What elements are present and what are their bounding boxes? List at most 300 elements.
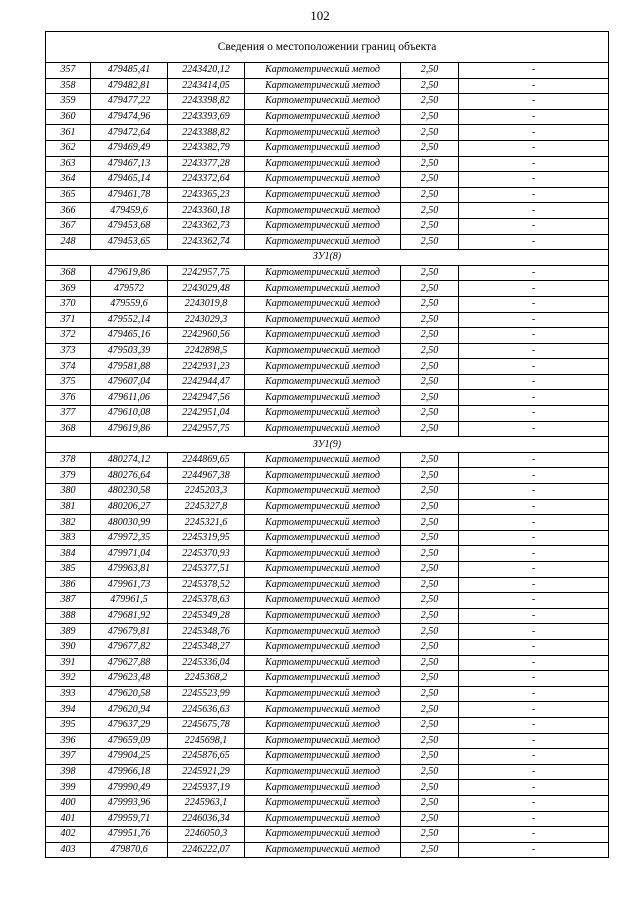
point-number-cell: 371: [46, 312, 91, 328]
point-number-cell: 366: [46, 203, 91, 219]
table-row: [46, 296, 609, 312]
table-row: [46, 530, 609, 546]
accuracy-cell: 2,50: [401, 811, 459, 827]
x-coordinate-cell: 479990,49: [91, 780, 168, 796]
point-number-cell: 357: [46, 63, 91, 79]
x-coordinate-cell: 479620,94: [91, 702, 168, 718]
description-cell: -: [459, 577, 609, 593]
table-row: [46, 203, 609, 219]
table-row: [46, 795, 609, 811]
accuracy-cell: 2,50: [401, 608, 459, 624]
point-number-cell: 402: [46, 827, 91, 843]
point-number-cell: 361: [46, 125, 91, 141]
point-number-cell: 401: [46, 811, 91, 827]
accuracy-cell: 2,50: [401, 63, 459, 79]
point-number-cell: 395: [46, 717, 91, 733]
description-cell: -: [459, 312, 609, 328]
table-row: [46, 842, 609, 858]
x-coordinate-cell: 479472,64: [91, 125, 168, 141]
table-row: [46, 484, 609, 500]
description-cell: -: [459, 359, 609, 375]
point-number-cell: 368: [46, 265, 91, 281]
point-number-cell: 397: [46, 749, 91, 765]
y-coordinate-cell: 2245937,19: [168, 780, 245, 796]
x-coordinate-cell: 479461,78: [91, 187, 168, 203]
x-coordinate-cell: 479993,96: [91, 795, 168, 811]
description-cell: -: [459, 94, 609, 110]
x-coordinate-cell: 479972,35: [91, 530, 168, 546]
y-coordinate-cell: 2243414,05: [168, 78, 245, 94]
y-coordinate-cell: 2245321,6: [168, 515, 245, 531]
y-coordinate-cell: 2245336,04: [168, 655, 245, 671]
point-number-cell: 400: [46, 795, 91, 811]
description-cell: -: [459, 671, 609, 687]
x-coordinate-cell: 479971,04: [91, 546, 168, 562]
accuracy-cell: 2,50: [401, 749, 459, 765]
y-coordinate-cell: 2245368,2: [168, 671, 245, 687]
y-coordinate-cell: 2245319,95: [168, 530, 245, 546]
y-coordinate-cell: 2243019,8: [168, 296, 245, 312]
x-coordinate-cell: 479503,39: [91, 343, 168, 359]
table-row: [46, 78, 609, 94]
y-coordinate-cell: 2246050,3: [168, 827, 245, 843]
point-number-cell: 367: [46, 218, 91, 234]
table-row: [46, 515, 609, 531]
x-coordinate-cell: 479963,81: [91, 562, 168, 578]
accuracy-cell: 2,50: [401, 827, 459, 843]
x-coordinate-cell: 479607,04: [91, 374, 168, 390]
y-coordinate-cell: 2245378,63: [168, 593, 245, 609]
boundary-coordinates-table: [45, 31, 609, 858]
accuracy-cell: 2,50: [401, 562, 459, 578]
y-coordinate-cell: 2243377,28: [168, 156, 245, 172]
table-row: [46, 265, 609, 281]
point-number-cell: 386: [46, 577, 91, 593]
x-coordinate-cell: 480276,64: [91, 468, 168, 484]
table-row: [46, 343, 609, 359]
description-cell: -: [459, 140, 609, 156]
accuracy-cell: 2,50: [401, 156, 459, 172]
point-number-cell: 372: [46, 328, 91, 344]
x-coordinate-cell: 479959,71: [91, 811, 168, 827]
table-row: [46, 702, 609, 718]
y-coordinate-cell: 2242951,04: [168, 406, 245, 422]
method-cell: Картометрический метод: [245, 234, 401, 250]
table-row: [46, 140, 609, 156]
x-coordinate-cell: 479485,41: [91, 63, 168, 79]
point-number-cell: 393: [46, 686, 91, 702]
point-number-cell: 360: [46, 109, 91, 125]
table-row: [46, 468, 609, 484]
description-cell: -: [459, 296, 609, 312]
table-row: [46, 608, 609, 624]
x-coordinate-cell: 479453,65: [91, 234, 168, 250]
table-row: [46, 717, 609, 733]
description-cell: -: [459, 562, 609, 578]
x-coordinate-cell: 479623,48: [91, 671, 168, 687]
method-cell: Картометрический метод: [245, 109, 401, 125]
y-coordinate-cell: 2243362,74: [168, 234, 245, 250]
y-coordinate-cell: 2242960,56: [168, 328, 245, 344]
method-cell: Картометрический метод: [245, 218, 401, 234]
y-coordinate-cell: 2242957,75: [168, 421, 245, 437]
description-cell: -: [459, 187, 609, 203]
point-number-cell: 368: [46, 421, 91, 437]
method-cell: Картометрический метод: [245, 312, 401, 328]
table-row: [46, 686, 609, 702]
table-title: Сведения о местоположении границ объекта: [46, 32, 609, 63]
description-cell: -: [459, 842, 609, 858]
point-number-cell: 389: [46, 624, 91, 640]
table-row: [46, 639, 609, 655]
x-coordinate-cell: 479581,88: [91, 359, 168, 375]
description-cell: -: [459, 218, 609, 234]
method-cell: Картометрический метод: [245, 655, 401, 671]
y-coordinate-cell: 2243398,82: [168, 94, 245, 110]
accuracy-cell: 2,50: [401, 671, 459, 687]
description-cell: -: [459, 749, 609, 765]
y-coordinate-cell: 2245698,1: [168, 733, 245, 749]
method-cell: Картометрический метод: [245, 328, 401, 344]
point-number-cell: 359: [46, 94, 91, 110]
table-row: [46, 452, 609, 468]
description-cell: -: [459, 281, 609, 297]
x-coordinate-cell: 479552,14: [91, 312, 168, 328]
table-row: [46, 655, 609, 671]
x-coordinate-cell: 479559,6: [91, 296, 168, 312]
method-cell: Картометрический метод: [245, 406, 401, 422]
point-number-cell: 391: [46, 655, 91, 671]
y-coordinate-cell: 2242947,56: [168, 390, 245, 406]
point-number-cell: 396: [46, 733, 91, 749]
description-cell: -: [459, 780, 609, 796]
point-number-cell: 403: [46, 842, 91, 858]
method-cell: Картометрический метод: [245, 203, 401, 219]
table-row: [46, 374, 609, 390]
method-cell: Картометрический метод: [245, 827, 401, 843]
method-cell: Картометрический метод: [245, 624, 401, 640]
table-row: [46, 390, 609, 406]
point-number-cell: 377: [46, 406, 91, 422]
point-number-cell: 363: [46, 156, 91, 172]
method-cell: Картометрический метод: [245, 515, 401, 531]
method-cell: Картометрический метод: [245, 359, 401, 375]
method-cell: Картометрический метод: [245, 156, 401, 172]
method-cell: Картометрический метод: [245, 764, 401, 780]
table-row: [46, 125, 609, 141]
point-number-cell: 376: [46, 390, 91, 406]
accuracy-cell: 2,50: [401, 515, 459, 531]
y-coordinate-cell: 2243420,12: [168, 63, 245, 79]
y-coordinate-cell: 2243029,3: [168, 312, 245, 328]
x-coordinate-cell: 479610,08: [91, 406, 168, 422]
description-cell: -: [459, 390, 609, 406]
method-cell: Картометрический метод: [245, 842, 401, 858]
method-cell: Картометрический метод: [245, 172, 401, 188]
accuracy-cell: 2,50: [401, 468, 459, 484]
group-label: ЗУ1(8): [46, 250, 609, 266]
accuracy-cell: 2,50: [401, 842, 459, 858]
table-row: [46, 780, 609, 796]
y-coordinate-cell: 2242957,75: [168, 265, 245, 281]
description-cell: -: [459, 827, 609, 843]
accuracy-cell: 2,50: [401, 764, 459, 780]
method-cell: Картометрический метод: [245, 671, 401, 687]
description-cell: -: [459, 78, 609, 94]
x-coordinate-cell: 479620,58: [91, 686, 168, 702]
accuracy-cell: 2,50: [401, 218, 459, 234]
y-coordinate-cell: 2242944,47: [168, 374, 245, 390]
x-coordinate-cell: 479482,81: [91, 78, 168, 94]
accuracy-cell: 2,50: [401, 187, 459, 203]
accuracy-cell: 2,50: [401, 421, 459, 437]
method-cell: Картометрический метод: [245, 608, 401, 624]
description-cell: -: [459, 764, 609, 780]
table-row: [46, 562, 609, 578]
description-cell: -: [459, 811, 609, 827]
method-cell: Картометрический метод: [245, 530, 401, 546]
y-coordinate-cell: 2243372,64: [168, 172, 245, 188]
table-row: [46, 406, 609, 422]
accuracy-cell: 2,50: [401, 780, 459, 796]
table-row: [46, 218, 609, 234]
group-header-row: [46, 437, 609, 453]
description-cell: -: [459, 109, 609, 125]
x-coordinate-cell: 480230,58: [91, 484, 168, 500]
y-coordinate-cell: 2243388,82: [168, 125, 245, 141]
method-cell: Картометрический метод: [245, 296, 401, 312]
table-row: [46, 546, 609, 562]
point-number-cell: 382: [46, 515, 91, 531]
y-coordinate-cell: 2245523,99: [168, 686, 245, 702]
description-cell: -: [459, 63, 609, 79]
y-coordinate-cell: 2245327,8: [168, 499, 245, 515]
description-cell: -: [459, 484, 609, 500]
accuracy-cell: 2,50: [401, 78, 459, 94]
point-number-cell: 365: [46, 187, 91, 203]
x-coordinate-cell: 479951,76: [91, 827, 168, 843]
x-coordinate-cell: 479453,68: [91, 218, 168, 234]
description-cell: -: [459, 686, 609, 702]
method-cell: Картометрический метод: [245, 749, 401, 765]
method-cell: Картометрический метод: [245, 484, 401, 500]
description-cell: -: [459, 172, 609, 188]
accuracy-cell: 2,50: [401, 733, 459, 749]
y-coordinate-cell: 2245377,51: [168, 562, 245, 578]
description-cell: -: [459, 203, 609, 219]
accuracy-cell: 2,50: [401, 577, 459, 593]
x-coordinate-cell: 479870,6: [91, 842, 168, 858]
table-row: [46, 811, 609, 827]
description-cell: -: [459, 499, 609, 515]
description-cell: -: [459, 608, 609, 624]
x-coordinate-cell: 480274,12: [91, 452, 168, 468]
accuracy-cell: 2,50: [401, 172, 459, 188]
y-coordinate-cell: 2243360,18: [168, 203, 245, 219]
x-coordinate-cell: 479681,92: [91, 608, 168, 624]
point-number-cell: 358: [46, 78, 91, 94]
description-cell: -: [459, 156, 609, 172]
method-cell: Картометрический метод: [245, 187, 401, 203]
description-cell: -: [459, 639, 609, 655]
table-row: [46, 328, 609, 344]
description-cell: -: [459, 515, 609, 531]
point-number-cell: 373: [46, 343, 91, 359]
y-coordinate-cell: 2243362,73: [168, 218, 245, 234]
x-coordinate-cell: 479477,22: [91, 94, 168, 110]
accuracy-cell: 2,50: [401, 484, 459, 500]
accuracy-cell: 2,50: [401, 717, 459, 733]
y-coordinate-cell: 2245348,27: [168, 639, 245, 655]
x-coordinate-cell: 479469,49: [91, 140, 168, 156]
description-cell: -: [459, 374, 609, 390]
y-coordinate-cell: 2243382,79: [168, 140, 245, 156]
accuracy-cell: 2,50: [401, 530, 459, 546]
y-coordinate-cell: 2246036,34: [168, 811, 245, 827]
description-cell: -: [459, 328, 609, 344]
method-cell: Картометрический метод: [245, 577, 401, 593]
table-row: [46, 281, 609, 297]
accuracy-cell: 2,50: [401, 234, 459, 250]
accuracy-cell: 2,50: [401, 546, 459, 562]
group-label: ЗУ1(9): [46, 437, 609, 453]
x-coordinate-cell: 480206,27: [91, 499, 168, 515]
method-cell: Картометрический метод: [245, 468, 401, 484]
point-number-cell: 392: [46, 671, 91, 687]
accuracy-cell: 2,50: [401, 452, 459, 468]
method-cell: Картометрический метод: [245, 63, 401, 79]
description-cell: -: [459, 733, 609, 749]
method-cell: Картометрический метод: [245, 281, 401, 297]
y-coordinate-cell: 2243393,69: [168, 109, 245, 125]
point-number-cell: 394: [46, 702, 91, 718]
table-row: [46, 172, 609, 188]
point-number-cell: 362: [46, 140, 91, 156]
x-coordinate-cell: 479961,5: [91, 593, 168, 609]
point-number-cell: 364: [46, 172, 91, 188]
accuracy-cell: 2,50: [401, 265, 459, 281]
method-cell: Картометрический метод: [245, 452, 401, 468]
method-cell: Картометрический метод: [245, 686, 401, 702]
x-coordinate-cell: 479465,14: [91, 172, 168, 188]
description-cell: -: [459, 452, 609, 468]
point-number-cell: 378: [46, 452, 91, 468]
accuracy-cell: 2,50: [401, 312, 459, 328]
method-cell: Картометрический метод: [245, 499, 401, 515]
table-row: [46, 764, 609, 780]
table-row: [46, 109, 609, 125]
x-coordinate-cell: 480030,99: [91, 515, 168, 531]
point-number-cell: 390: [46, 639, 91, 655]
description-cell: -: [459, 234, 609, 250]
point-number-cell: 381: [46, 499, 91, 515]
accuracy-cell: 2,50: [401, 624, 459, 640]
description-cell: -: [459, 265, 609, 281]
accuracy-cell: 2,50: [401, 109, 459, 125]
x-coordinate-cell: 479465,16: [91, 328, 168, 344]
y-coordinate-cell: 2242898,5: [168, 343, 245, 359]
accuracy-cell: 2,50: [401, 593, 459, 609]
y-coordinate-cell: 2245675,78: [168, 717, 245, 733]
method-cell: Картометрический метод: [245, 639, 401, 655]
description-cell: -: [459, 125, 609, 141]
table-row: [46, 63, 609, 79]
method-cell: Картометрический метод: [245, 702, 401, 718]
method-cell: Картометрический метод: [245, 94, 401, 110]
group-header-row: [46, 250, 609, 266]
method-cell: Картометрический метод: [245, 343, 401, 359]
description-cell: -: [459, 421, 609, 437]
accuracy-cell: 2,50: [401, 343, 459, 359]
accuracy-cell: 2,50: [401, 203, 459, 219]
table-row: [46, 671, 609, 687]
description-cell: -: [459, 468, 609, 484]
table-row: [46, 94, 609, 110]
point-number-cell: 379: [46, 468, 91, 484]
accuracy-cell: 2,50: [401, 94, 459, 110]
x-coordinate-cell: 479679,81: [91, 624, 168, 640]
description-cell: -: [459, 406, 609, 422]
y-coordinate-cell: 2245963,1: [168, 795, 245, 811]
y-coordinate-cell: 2245378,52: [168, 577, 245, 593]
x-coordinate-cell: 479659,09: [91, 733, 168, 749]
x-coordinate-cell: 479611,06: [91, 390, 168, 406]
table-row: [46, 749, 609, 765]
accuracy-cell: 2,50: [401, 390, 459, 406]
point-number-cell: 383: [46, 530, 91, 546]
x-coordinate-cell: 479619,86: [91, 421, 168, 437]
table-row: [46, 421, 609, 437]
page-number: 102: [310, 8, 330, 23]
y-coordinate-cell: 2245876,65: [168, 749, 245, 765]
table-row: [46, 733, 609, 749]
table-body: [46, 32, 609, 858]
method-cell: Картометрический метод: [245, 780, 401, 796]
method-cell: Картометрический метод: [245, 717, 401, 733]
table-title-row: [46, 32, 609, 63]
y-coordinate-cell: 2244967,38: [168, 468, 245, 484]
accuracy-cell: 2,50: [401, 359, 459, 375]
table-row: [46, 624, 609, 640]
y-coordinate-cell: 2245348,76: [168, 624, 245, 640]
y-coordinate-cell: 2245636,63: [168, 702, 245, 718]
y-coordinate-cell: 2245921,29: [168, 764, 245, 780]
x-coordinate-cell: 479467,13: [91, 156, 168, 172]
description-cell: -: [459, 655, 609, 671]
point-number-cell: 399: [46, 780, 91, 796]
accuracy-cell: 2,50: [401, 374, 459, 390]
description-cell: -: [459, 624, 609, 640]
x-coordinate-cell: 479637,29: [91, 717, 168, 733]
point-number-cell: 388: [46, 608, 91, 624]
point-number-cell: 384: [46, 546, 91, 562]
description-cell: -: [459, 343, 609, 359]
table-row: [46, 359, 609, 375]
table-row: [46, 577, 609, 593]
accuracy-cell: 2,50: [401, 140, 459, 156]
y-coordinate-cell: 2245203,3: [168, 484, 245, 500]
y-coordinate-cell: 2244869,65: [168, 452, 245, 468]
accuracy-cell: 2,50: [401, 655, 459, 671]
x-coordinate-cell: 479474,96: [91, 109, 168, 125]
table-row: [46, 312, 609, 328]
table-row: [46, 156, 609, 172]
x-coordinate-cell: 479904,25: [91, 749, 168, 765]
method-cell: Картометрический метод: [245, 78, 401, 94]
point-number-cell: 374: [46, 359, 91, 375]
description-cell: -: [459, 717, 609, 733]
accuracy-cell: 2,50: [401, 406, 459, 422]
